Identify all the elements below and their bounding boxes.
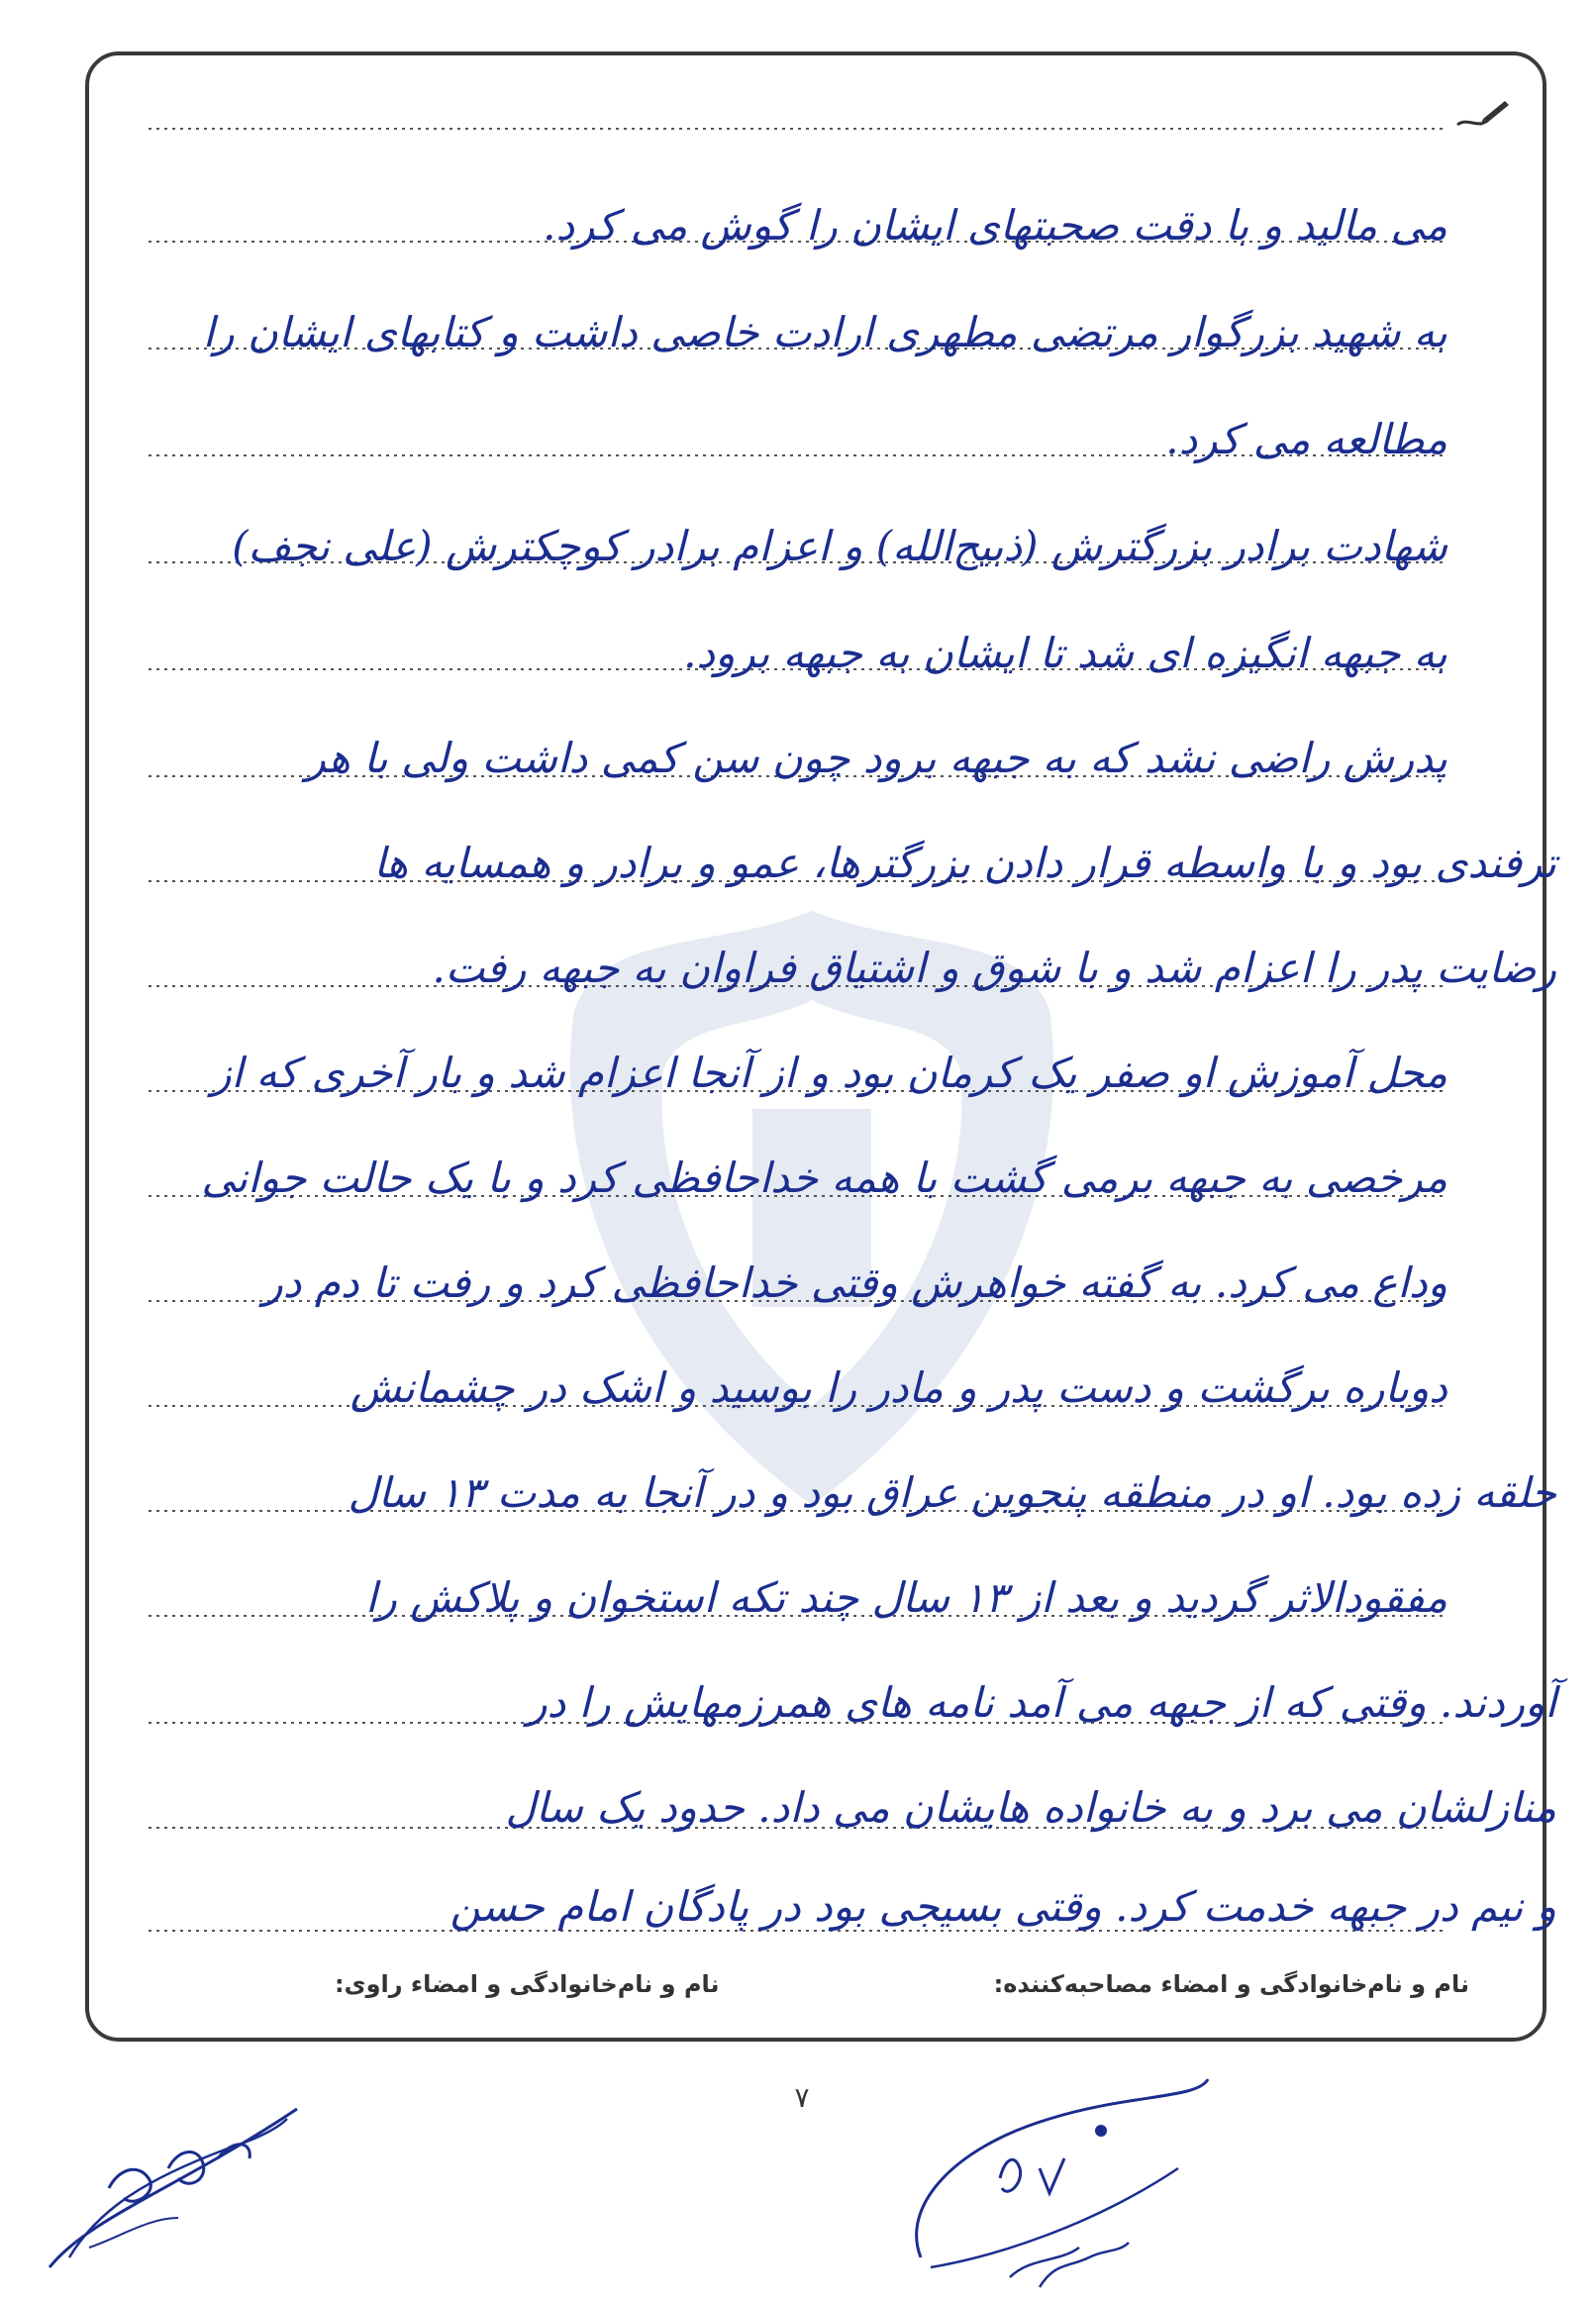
handwritten-line: پدرش راضی نشد که به جبهه برود چون سن کمی داشت ولی با هر (305, 734, 1447, 782)
interviewer-signature-label: نام و نام‌خانوادگی و امضاء مصاحبه‌کننده: (993, 1970, 1469, 1998)
handwritten-line: به جبهه انگیزه ای شد تا ایشان به جبهه برود. (683, 629, 1447, 677)
handwritten-line: دوباره برگشت و دست پدر و مادر را بوسید و اشک در چشمانش (349, 1363, 1447, 1412)
handwritten-line: و نیم در جبهه خدمت کرد. وقتی بسیجی بود در پادگان امام حسن (449, 1882, 1556, 1931)
interviewer-signature (891, 2059, 1228, 2297)
handwritten-line: محل آموزش او صفر یک کرمان بود و از آنجا اعزام شد و بار آخری که از (211, 1049, 1447, 1097)
handwritten-line: می مالید و با دقت صحبتهای ایشان را گوش می کرد. (543, 201, 1447, 250)
narrator-signature-label: نام و نام‌خانوادگی و امضاء راوی: (335, 1970, 720, 1998)
handwritten-line: حلقه زده بود. او در منطقه پنجوین عراق بود و در آنجا به مدت ۱۳ سال (348, 1468, 1556, 1517)
handwritten-line: رضایت پدر را اعزام شد و با شوق و اشتیاق فراوان به جبهه رفت. (432, 944, 1556, 992)
handwritten-line: مرخصی به جبهه برمی گشت با همه خداحافظی کرد و با یک حالت جوانی (201, 1153, 1447, 1202)
handwritten-line: مطالعه می کرد. (1165, 415, 1447, 463)
handwritten-line: منازلشان می برد و به خانواده هایشان می داد. حدود یک سال (505, 1783, 1556, 1832)
narrator-signature (30, 2069, 327, 2287)
handwritten-line: ترفندی بود و با واسطه قرار دادن بزرگترها، عمو و برادر و همسایه ها (373, 839, 1556, 887)
handwritten-line: وداع می کرد. به گفته خواهرش وقتی خداحافظی کرد و رفت تا دم در (262, 1258, 1447, 1307)
handwritten-line: به شهید بزرگوار مرتضی مطهری ارادت خاصی داشت و کتابهای ایشان را (202, 308, 1447, 356)
handwritten-line: مفقودالاثر گردید و بعد از ۱۳ سال چند تکه استخوان و پلاکش را (364, 1573, 1447, 1622)
handwritten-line: آوردند. وقتی که از جبهه می آمد نامه های همرزمهایش را در (527, 1678, 1556, 1727)
handwritten-line: شهادت برادر بزرگترش (ذبیح‌الله) و اعزام برادر کوچکترش (علی نجف) (232, 522, 1447, 570)
page-number: ۷ (794, 2081, 810, 2114)
